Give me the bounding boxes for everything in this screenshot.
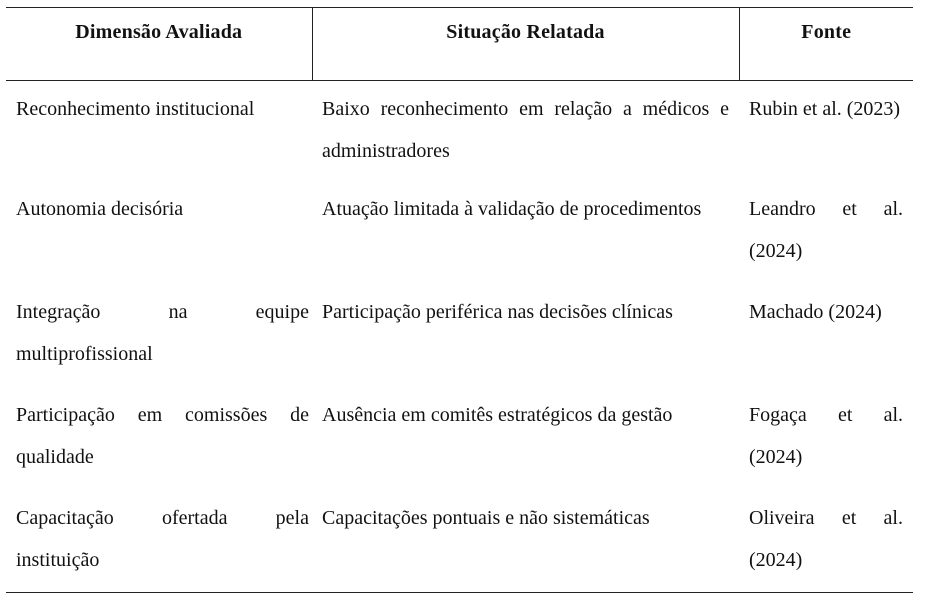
cell-fonte: Machado (2024) — [749, 300, 882, 323]
cell-fonte: Rubin et al. (2023) — [749, 98, 901, 120]
data-table-container — [6, 7, 913, 593]
table-row — [6, 81, 913, 184]
cell-situacao: Baixo reconhecimento em relação a médicos e administradores — [322, 98, 729, 162]
table-row — [6, 493, 913, 593]
table-row — [6, 184, 913, 287]
cell-dimensao: Reconhecimento institucional — [16, 98, 255, 120]
cell-dimensao: Integração na equipe multiprofissional — [16, 300, 309, 365]
table-header-row — [6, 8, 913, 81]
header-dimensao: Dimensão Avaliada — [75, 21, 243, 43]
cell-situacao: Capacitações pontuais e não sistemáticas — [322, 506, 650, 529]
cell-fonte: Oliveira et al. (2024) — [749, 506, 903, 571]
data-table — [6, 7, 913, 593]
table-row — [6, 287, 913, 390]
cell-situacao: Participação periférica nas decisões clínicas — [322, 300, 673, 323]
header-fonte: Fonte — [739, 8, 913, 81]
header-situacao: Situação Relatada — [312, 8, 739, 81]
cell-fonte: Leandro et al. (2024) — [749, 197, 903, 262]
cell-situacao: Atuação limitada à validação de procedimentos — [322, 197, 702, 220]
cell-dimensao: Capacitação ofertada pela instituição — [16, 506, 309, 571]
cell-fonte: Fogaça et al. (2024) — [749, 403, 903, 468]
cell-situacao: Ausência em comitês estratégicos da gestão — [322, 403, 673, 426]
cell-dimensao: Participação em comissões de qualidade — [16, 403, 309, 468]
cell-dimensao: Autonomia decisória — [16, 197, 184, 220]
table-row — [6, 390, 913, 493]
